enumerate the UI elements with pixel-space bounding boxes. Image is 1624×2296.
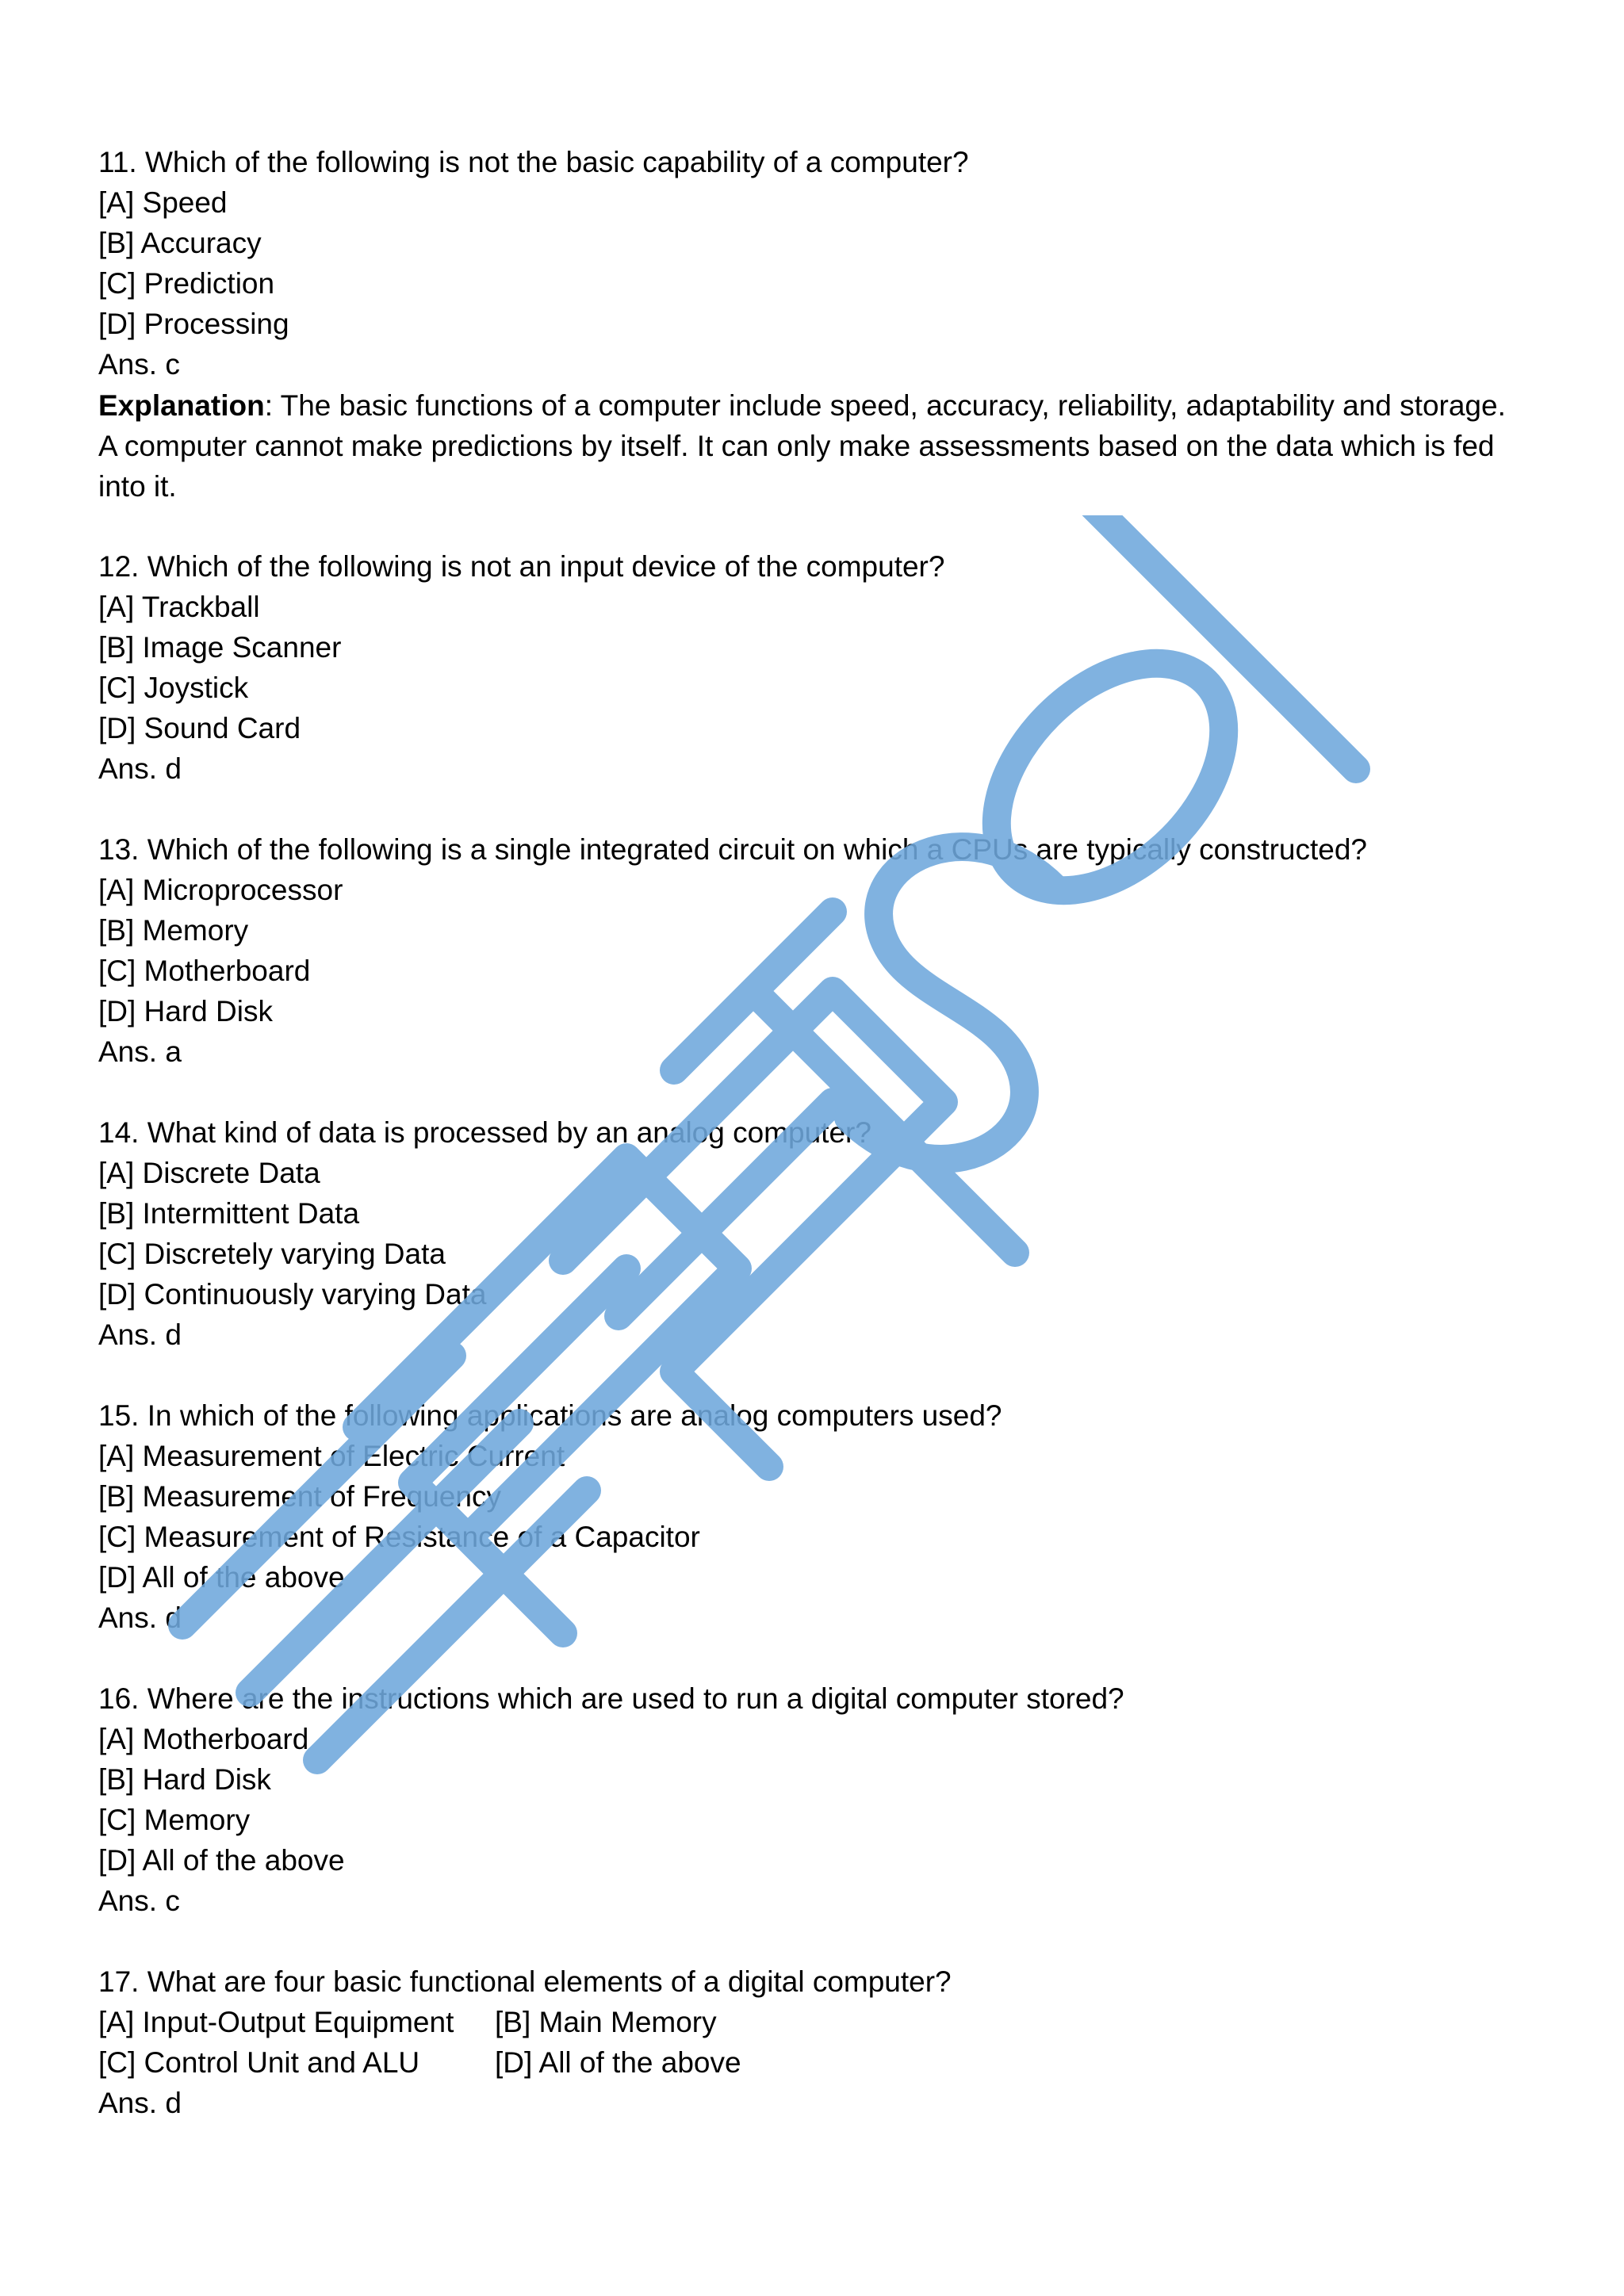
option: [A] Discrete Data [98,1157,320,1189]
option: [C] Prediction [98,267,275,300]
question-text: 17. What are four basic functional elements of a digital computer? [98,1965,952,1998]
answer: Ans. d [98,1318,182,1351]
question-text: 15. In which of the following applications are analog computers used? [98,1399,1002,1432]
option: [D] Continuously varying Data [98,1278,487,1311]
question-text: 12. Which of the following is not an input device of the computer? [98,550,945,583]
option: [D] All of the above [98,1844,345,1877]
explanation-label: Explanation [98,389,265,422]
explanation-text: : The basic functions of a computer include speed, accuracy, reliability, adaptability and storage. A computer cannot make predictions by itself. It can only make assessments based on the data which is fed into it. [98,389,1506,503]
option: [D] All of the above [495,2046,741,2079]
answer: Ans. d [98,1601,182,1634]
option: [A] Trackball [98,591,260,623]
option: [B] Hard Disk [98,1763,271,1796]
explanation [98,385,1526,507]
option: [C] Memory [98,1804,251,1836]
option: [A] Measurement of Electric Current [98,1440,565,1472]
option: [C] Joystick [98,672,249,704]
option: [B] Memory [98,914,249,947]
option: [B] Accuracy [98,227,262,259]
answer: Ans. c [98,348,180,381]
question-text: 11. Which of the following is not the basic capability of a computer? [98,146,969,178]
answer: Ans. d [98,752,182,785]
option: [B] Main Memory [495,2006,717,2038]
option: [C] Discretely varying Data [98,1238,446,1270]
option: [D] Sound Card [98,712,301,744]
option: [A] Microprocessor [98,874,343,906]
option: [D] Hard Disk [98,995,273,1027]
option: [B] Intermittent Data [98,1197,360,1230]
watermark-logo [119,515,1467,1863]
option: [A] Speed [98,186,228,219]
option: [C] Measurement of Resistance of a Capacitor [98,1521,700,1553]
option: [D] Processing [98,308,289,340]
question-text: 16. Where are the instructions which are used to run a digital computer stored? [98,1682,1124,1715]
option: [D] All of the above [98,1561,345,1594]
question-text: 13. Which of the following is a single integrated circuit on which a CPUs are typically constructed? [98,833,1367,866]
option: [C] Motherboard [98,955,311,987]
option: [B] Measurement of Frequency [98,1480,501,1513]
answer: Ans. c [98,1885,180,1917]
option: [A] Input-Output Equipment [98,2006,454,2038]
answer: Ans. d [98,2087,182,2119]
option: [B] Image Scanner [98,631,342,664]
option: [A] Motherboard [98,1723,309,1755]
question-text: 14. What kind of data is processed by an analog computer? [98,1116,871,1149]
option: [C] Control Unit and ALU [98,2046,420,2079]
answer: Ans. a [98,1035,182,1068]
